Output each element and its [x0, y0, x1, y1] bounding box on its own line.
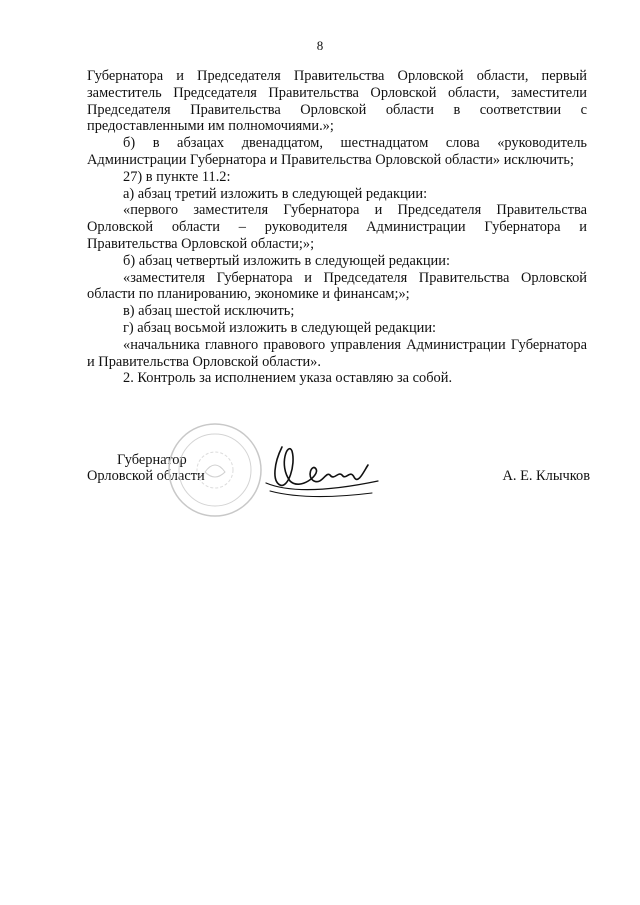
signatory-name: А. Е. Клычков [502, 468, 590, 484]
document-body [87, 68, 587, 387]
signature-title-line1: Губернатор [117, 452, 187, 468]
paragraph-item-b2: б) абзац четвертый изложить в следующей редакции: [123, 252, 450, 269]
official-seal-stamp [165, 420, 265, 520]
page-number: 8 [316, 38, 324, 53]
paragraph-quote-deputy: «заместителя Губернатора и Председателя Правительства Орловской области по планированию, экономике и финансам;»; [87, 269, 587, 303]
paragraph-control: 2. Контроль за исполнением указа оставляю за собой. [123, 370, 453, 387]
paragraph-item-b: б) в абзацах двенадцатом, шестнадцатом слова «руководитель Администрации Губернатора и Правительства Орловской области» исключить; [87, 135, 587, 168]
paragraph-continuation: Губернатора и Председателя Правительства Орловской области, первый заместитель Председателя Правительства Орловской области, заместители Председателя Правительства Орловской области в соответствии с предоставленными им полномочиями.»; [87, 68, 587, 135]
paragraph-item-a: а) абзац третий изложить в следующей редакции: [123, 185, 428, 202]
paragraph-item-g: г) абзац восьмой изложить в следующей редакции: [123, 319, 437, 336]
paragraph-quote-first-deputy: «первого заместителя Губернатора и Председателя Правительства Орловской области – руководителя Администрации Губернатора и Правительства Орловской области;»; [87, 202, 587, 252]
signature-title-line2: Орловской области [87, 468, 205, 484]
paragraph-item-v: в) абзац шестой исключить; [123, 303, 295, 320]
handwritten-signature [260, 435, 385, 515]
paragraph-quote-legal-head: «начальника главного правового управления Администрации Губернатора и Правительства Орловской области». [87, 336, 587, 370]
paragraph-item-27: 27) в пункте 11.2: [123, 168, 231, 185]
